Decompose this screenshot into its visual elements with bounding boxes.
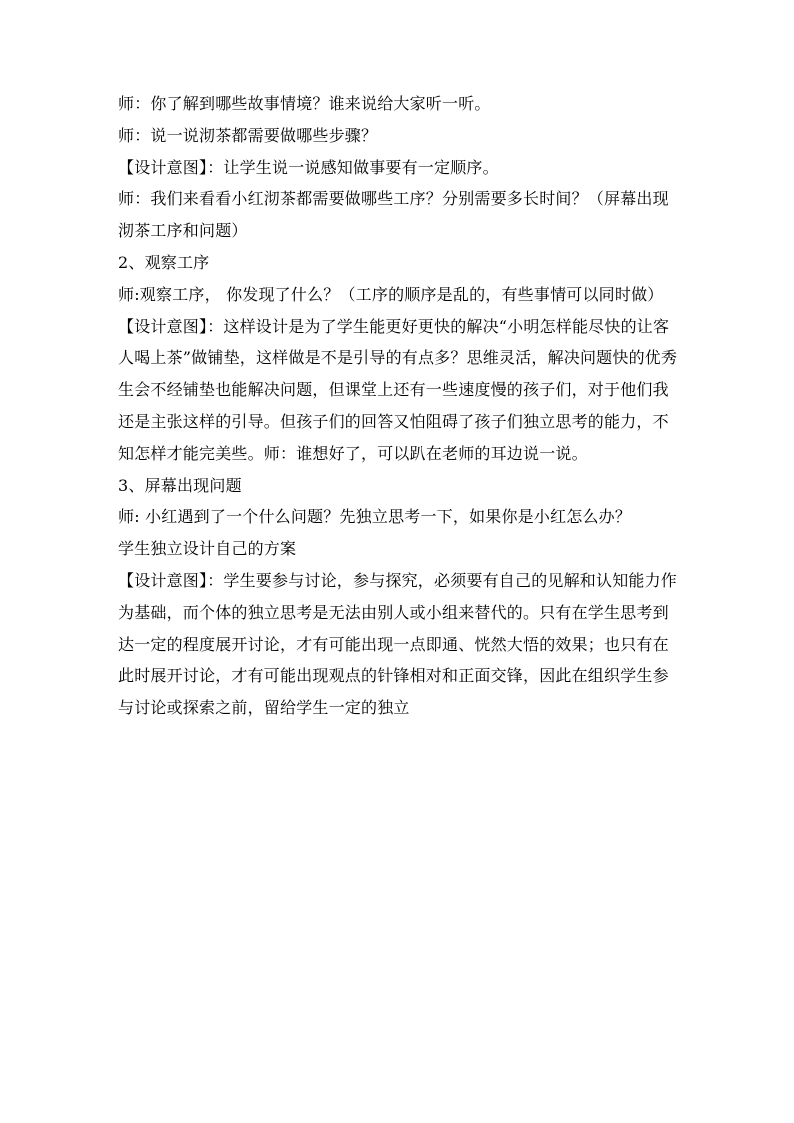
paragraph-design-intent-discussion: 【设计意图】：学生要参与讨论，参与探究，必须要有自己的见解和认知能力作为基础，而个体的独立思考是无法由别人或小组来替代的。只有在学生思考到达一定的程度展开讨论，才有可能出现一点即通、恍然大悟的效果；也只有在此时展开讨论，才有可能出现观点的针锋相对和正面交锋，因此在组织学生参与讨论或探索之前，留给学生一定的独立 [118,570,678,718]
paragraph-teacher-process-time: 师：我们来看看小红沏茶都需要做哪些工序？分别需要多长时间？（屏幕出现沏茶工序和问题） [118,189,669,241]
section-heading-screen-problem: 3、屏幕出现问题 [118,475,242,495]
paragraph-teacher-observe: 师:观察工序， 你发现了什么？（工序的顺序是乱的，有些事情可以同时做） [118,284,664,304]
paragraph-design-intent-order: 【设计意图】：让学生说一说感知做事要有一定顺序。 [118,157,499,177]
paragraph-student-plan: 学生独立设计自己的方案 [118,539,297,559]
paragraph-teacher-problem: 师: 小红遇到了一个什么问题？先独立思考一下，如果你是小红怎么办？ [118,507,632,527]
paragraph-design-intent-guidance: 【设计意图】：这样设计是为了学生能更好更快的解决“小明怎样能尽快的让客人喝上茶”做铺垫，这样做是不是引导的有点多？思维灵活，解决问题快的优秀生会不经铺垫也能解决问题，但课堂上还有一些速度慢的孩子们，对于他们我还是主张这样的引导。但孩子们的回答又怕阻碍了孩子们独立思考的能力，不知怎样才能完美些。师：谁想好了，可以趴在老师的耳边说一说。 [118,316,678,463]
paragraph-teacher-question-story: 师：你了解到哪些故事情境？谁来说给大家听一听。 [118,94,491,113]
section-heading-observe-process: 2、观察工序 [118,252,210,272]
document-body [118,88,678,724]
paragraph-teacher-question-steps: 师：说一说沏茶都需要做哪些步骤？ [118,125,378,145]
